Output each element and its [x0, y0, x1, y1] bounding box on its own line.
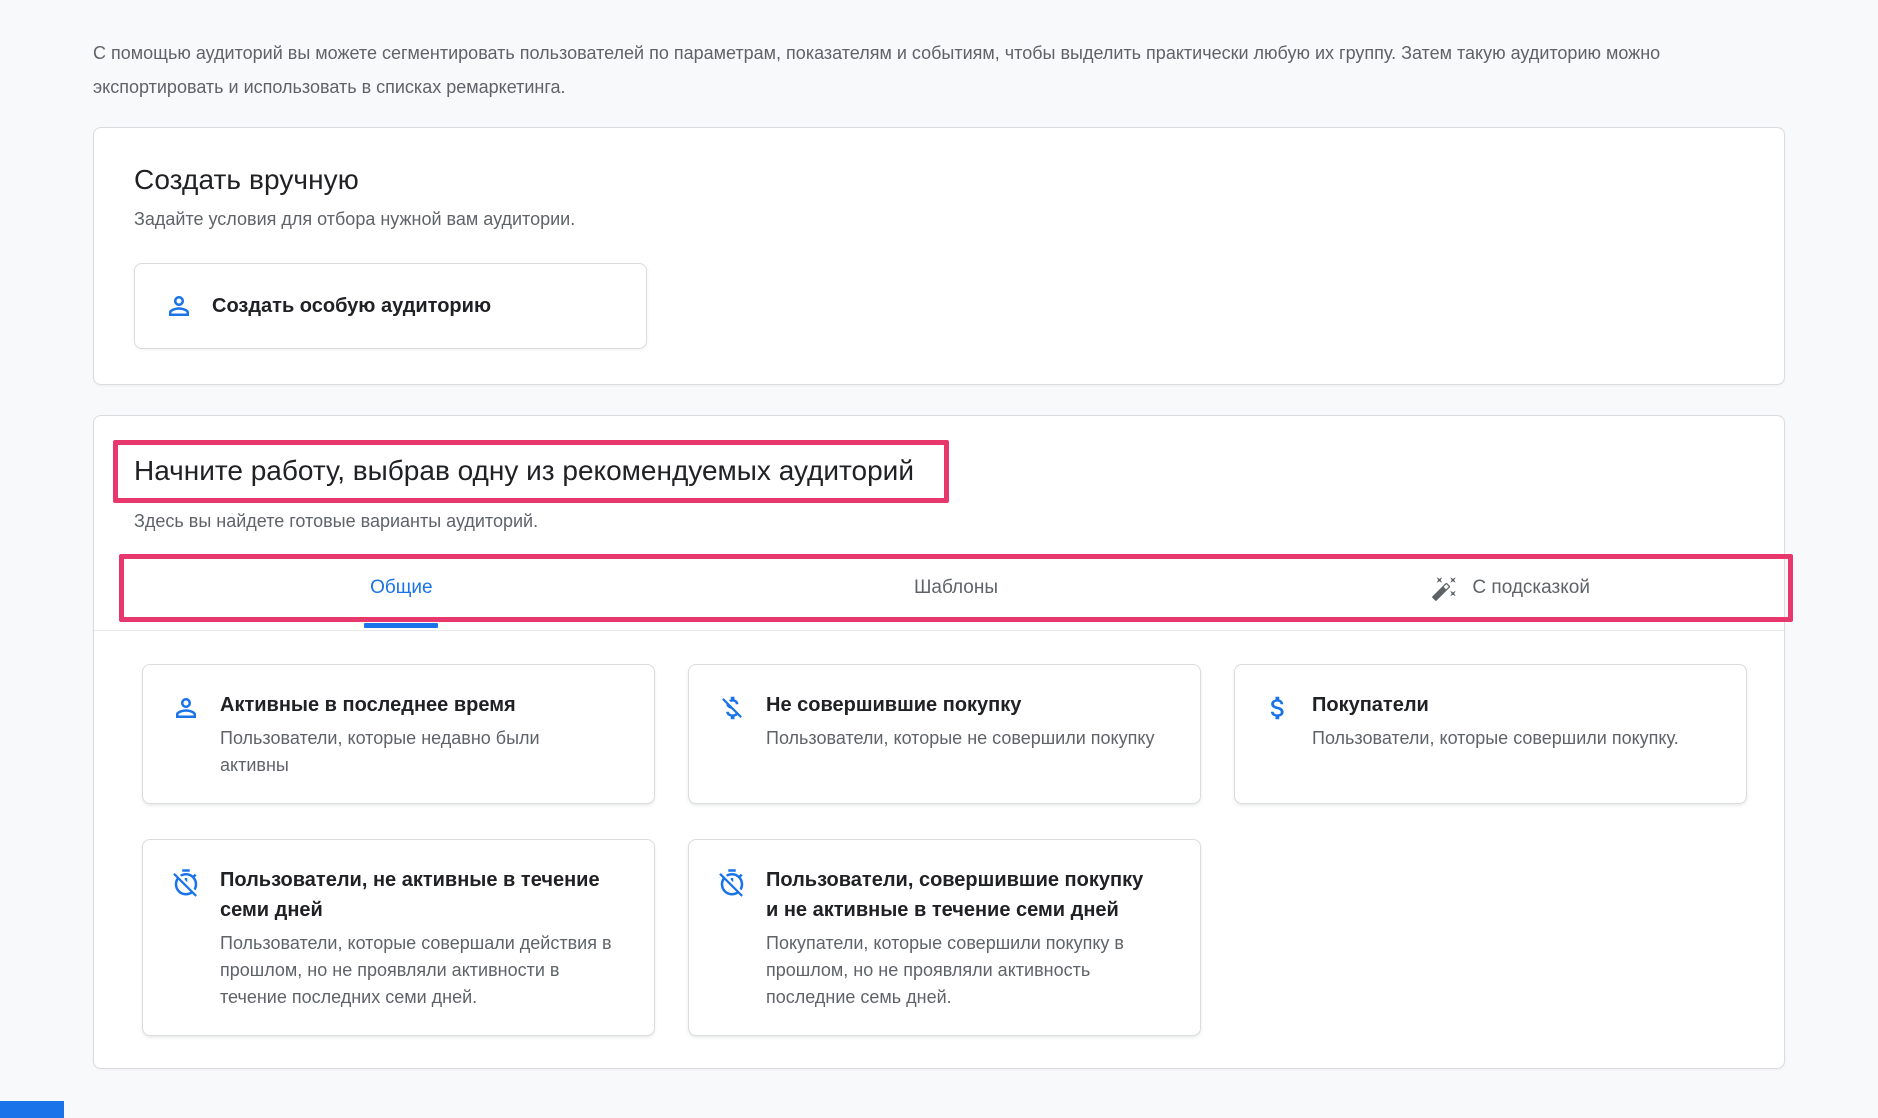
audience-card-recently-active[interactable] — [142, 664, 655, 804]
dollar-icon — [1263, 693, 1293, 723]
create-manually-title: Создать вручную — [134, 164, 359, 195]
card-description: Пользователи, которые совершили покупку. — [1312, 728, 1679, 748]
card-title: Активные в последнее время — [220, 694, 516, 716]
tabs-highlight-annotation — [119, 554, 1793, 622]
tab-general-label: Общие — [370, 577, 433, 598]
money-off-icon — [717, 693, 747, 723]
tab-suggested[interactable] — [1233, 559, 1788, 617]
card-description: Пользователи, которые не совершили покупку — [766, 728, 1155, 748]
recommended-title: Начните работу, выбрав одну из рекомендуемых аудиторий — [134, 455, 914, 486]
create-custom-audience-button[interactable] — [134, 263, 647, 349]
magic-wand-icon — [1431, 575, 1458, 602]
audience-card-inactive-7-days[interactable] — [142, 839, 655, 1036]
tab-general[interactable] — [124, 559, 679, 617]
card-description: Покупатели, которые совершили покупку в прошлом, но не проявляли активность последние семь дней. — [766, 933, 1124, 1007]
audience-card-non-purchasers[interactable] — [688, 664, 1201, 804]
tab-templates[interactable] — [679, 559, 1234, 617]
audience-card-purchased-then-inactive[interactable] — [688, 839, 1201, 1036]
create-manually-subtitle: Задайте условия для отбора нужной вам аудитории. — [134, 209, 576, 229]
timer-off-icon — [717, 868, 747, 898]
create-manually-panel — [93, 127, 1785, 385]
tab-bar — [94, 553, 1784, 631]
card-description: Пользователи, которые совершали действия в прошлом, но не проявляли активности в течение последних семи дней. — [220, 933, 612, 1007]
person-icon — [164, 291, 194, 321]
recommended-subtitle: Здесь вы найдете готовые варианты аудиторий. — [134, 511, 539, 531]
card-title: Пользователи, совершившие покупку и не активные в течение семи дней — [766, 869, 1144, 921]
card-description: Пользователи, которые недавно были активны — [220, 728, 540, 775]
blue-corner-artifact — [0, 1101, 64, 1118]
tab-suggested-label: С подсказкой — [1472, 577, 1590, 598]
intro-text: С помощью аудиторий вы можете сегментировать пользователей по параметрам, показателям и событиям, чтобы выделить практически любую их группу. Затем такую аудиторию можно экспортировать и использовать в списках ремаркетинга. — [93, 43, 1661, 97]
title-highlight-annotation — [113, 440, 949, 503]
person-icon — [171, 693, 201, 723]
tab-templates-label: Шаблоны — [913, 577, 999, 598]
audience-cards-grid — [142, 664, 1736, 1036]
card-title: Не совершившие покупку — [766, 694, 1022, 716]
create-custom-audience-label: Создать особую аудиторию — [212, 294, 492, 317]
card-title: Покупатели — [1312, 694, 1429, 716]
card-title: Пользователи, не активные в течение семи дней — [220, 869, 600, 921]
timer-off-icon — [171, 868, 201, 898]
recommended-audiences-panel — [93, 415, 1785, 1069]
audience-card-purchasers[interactable] — [1234, 664, 1747, 804]
